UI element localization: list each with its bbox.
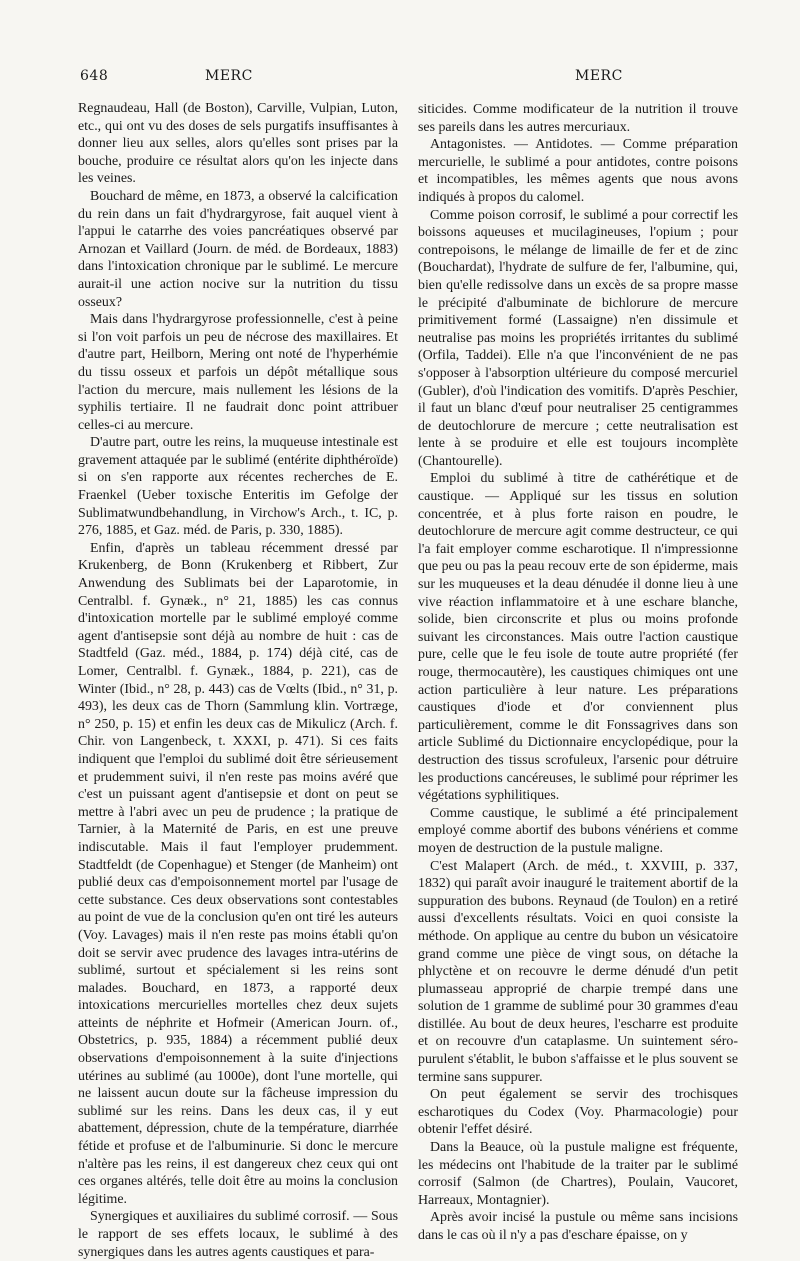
page-number: 648 xyxy=(80,68,109,84)
running-head-left: MERC xyxy=(205,68,253,84)
paragraph: Antagonistes. — Antidotes. — Comme préparation mercurielle, le sublimé a pour antidotes, contre poisons et incompatibles, les mêmes agents que nous avons indiqués à propos du calomel. xyxy=(418,137,738,205)
paragraph: Comme poison corrosif, le sublimé a pour correctif les boissons aqueuses et mucilagineuses, l'opium ; pour contrepoisons, le mélange de limaille de fer et de zinc (Bouchardat), l'hydrate de sulfure de fer, l'albumine, qui, bien qu'elle redissolve dans un excès de sa propre masse le précipité d'albuminate de bichlorure de mercure primitivement formé (Lassaigne) n'en dissimule et neutralise pas moins les propriétés irritantes du sublimé (Orfila, Taddei). Elle n'a que l'inconvénient de ne pas s'opposer à l'absorption ultérieure du composé mercuriel (Gubler), d'où l'indication des vomitifs. D'après Peschier, il faut un blanc d'œuf pour neutraliser 25 centigrammes de deutochlorure de mercure ; cette neutralisation est lente à se produire et elle est toujours incomplète (Chantourelle). xyxy=(418,207,738,469)
paragraph: siticides. Comme modificateur de la nutrition il trouve ses pareils dans les autres mercuriaux. xyxy=(418,102,738,135)
right-column xyxy=(418,101,738,1245)
paragraph: Enfin, d'après un tableau récemment dressé par Krukenberg, de Bonn (Krukenberg et Ribbert, Zur Anwendung des Sublimats bei der Laparotomie, in Centralbl. f. Gynæk., n° 21, 1885) les cas connus d'intoxication mortelle par le sublimé employé comme agent d'antisepsie sont déjà au nombre de huit : cas de Stadtfeld (Gaz. méd., 1884, p. 174) déjà cité, cas de Lomer, Centralbl. f. Gynæk., 1884, p. 221), cas de Winter (Ibid., n° 28, p. 443) cas de Vœlts (Ibid., n° 31, p. 493), les deux cas de Thorn (Sammlung klin. Vortræge, n° 250, p. 15) et enfin les deux cas de Mikulicz (Arch. f. Chir. von Langenbeck, t. XXXI, p. 471). Si ces faits indiquent que l'emploi du sublimé doit être sérieusement et prudemment suivi, il n'en reste pas moins avéré que c'est un puissant agent d'antisepsie et dont on peut se mettre à l'abri avec un peu de prudence ; la pratique de Tarnier, à la Maternité de Paris, en est une preuve indiscutable. Mais il faut l'employer prudemment. Stadtfeldt (de Copenhague) et Stenger (de Manheim) ont publié deux cas d'empoisonnement mortel par l'usage de cette substance. Ces deux observations sont contestables au point de vue de la conclusion qu'en ont tiré les auteurs (Voy. Lavages) mais il n'en reste pas moins établi qu'on doit se servir avec prudence des lavages intra-utérins de sublimé, surtout et spécialement si les reins sont malades. Bouchard, en 1873, a rapporté deux intoxications mercurielles mortelles chez deux sujets atteints de néphrite et Hofmeir (American Journ. of., Obstetrics, p. 935, 1884) a récemment publié deux observations d'empoisonnement à la suite d'injections utérines au sublimé (au 1000e), dont l'une mortelle, qui ne laissent aucun doute sur la fâcheuse impression du sublimé sur les reins. Dans les deux cas, il y eut abattement, dépression, chute de la température, diarrhée fétide et profuse et de l'albuminurie. Si donc le mercure n'altère pas les reins, il est dangereux chez ceux qui ont ces organes altérés, telle doit être au moins la conclusion légitime. xyxy=(78,540,398,1207)
running-head-right: MERC xyxy=(575,68,623,84)
left-column xyxy=(78,100,398,1261)
paragraph: Dans la Beauce, où la pustule maligne est fréquente, les médecins ont l'habitude de la traiter par le sublimé corrosif (Salmon (de Chartres), Poulain, Vaucoret, Harreaux, Montagnier). xyxy=(418,1140,738,1208)
paragraph: Après avoir incisé la pustule ou même sans incisions dans le cas où il n'y a pas d'eschare épaisse, on y xyxy=(418,1210,738,1243)
paragraph: D'autre part, outre les reins, la muqueuse intestinale est gravement attaquée par le sublimé (entérite diphthéroïde) si on s'en rapporte aux récentes recherches de E. Fraenkel (Ueber toxische Enteritis im Gefolge der Sublimatwundbehandlung, in Virchow's Arch., t. IC, p. 276, 1885, et Gaz. méd. de Paris, p. 330, 1885). xyxy=(78,435,398,539)
paragraph: On peut également se servir des trochisques escharotiques du Codex (Voy. Pharmacologie) pour obtenir l'effet désiré. xyxy=(418,1087,738,1138)
paragraph: Mais dans l'hydrargyrose professionnelle, c'est à peine si l'on voit parfois un peu de nécrose des maxillaires. Et d'autre part, Heilborn, Mering ont noté de l'hyperhémie du tissu osseux et parfois un dépôt métallique sous l'action du mercure, mais nullement les lésions de la syphilis tertiaire. Il ne faudrait donc point attribuer celles-ci au mercure. xyxy=(78,312,398,433)
paragraph: Comme caustique, le sublimé a été principalement employé comme abortif des bubons vénériens et comme moyen de destruction de la pustule maligne. xyxy=(418,805,738,856)
paragraph: Regnaudeau, Hall (de Boston), Carville, Vulpian, Luton, etc., qui ont vu des doses de sels purgatifs insuffisantes à donner lieu aux selles, alors qu'elles sont prises par la bouche, produire ce résultat alors qu'on les injecte dans les veines. xyxy=(78,101,398,187)
paragraph: Bouchard de même, en 1873, a observé la calcification du rein dans un fait d'hydrargyrose, fait auquel vient à l'appui le catarrhe des voies pancréatiques observé par Arnozan et Vaillard (Journ. de méd. de Bordeaux, 1883) dans l'intoxication chronique par le sublimé. Le mercure aurait-il une action nocive sur la nutrition du tissu osseux? xyxy=(78,188,398,310)
paragraph: Emploi du sublimé à titre de cathérétique et de caustique. — Appliqué sur les tissus en solution concentrée, et à plus forte raison en poudre, le deutochlorure de mercure agit comme destructeur, ce qui l'a fait employer comme escharotique. Il n'impressionne que peu ou pas la peau recouv erte de son épiderme, mais sur les muqueuses et la deau dénudée il donne lieu à une vive réaction inflammatoire et à une eschare blanche, solide, bien circonscrite et plus ou moins profonde suivant les circonstances. Mais outre l'action caustique pure, celle que le feu isole de toute autre propriété (fer rouge, thermocautère), les caustiques chimiques ont une action particulière à leur nature. Les préparations caustiques d'iode et d'or conviennent plus particulièrement, comme le dit Fonssagrives dans son article Sublimé du Dictionnaire encyclopédique, pour la destruction des tissus scrofuleux, l'arsenic pour détruire les productions cancéreuses, le sublimé pour réprimer les végétations syphilitiques. xyxy=(418,471,738,804)
paragraph: C'est Malapert (Arch. de méd., t. XXVIII, p. 337, 1832) qui paraît avoir inauguré le traitement abortif de la suppuration des bubons. Reynaud (de Toulon) en a retiré aussi d'excellents résultats. Voici en quoi consiste la méthode. On applique au centre du bubon un vésicatoire grand comme une pièce de vingt sous, on détache la phlyctène et on recouvre le derme dénudé d'un petit plumasseau approprié de charpie trempé dans une solution de 1 gramme de sublimé pour 30 grammes d'eau distillée. Au bout de deux heures, l'escharre est produite et on recouvre d'un cataplasme. Un suintement séro-purulent s'établit, le bubon s'affaisse et le plus souvent se termine sans suppurer. xyxy=(418,858,738,1085)
paragraph: Synergiques et auxiliaires du sublimé corrosif. — Sous le rapport de ses effets locaux, le sublimé à des synergiques dans les autres agents caustiques et para- xyxy=(78,1209,398,1260)
